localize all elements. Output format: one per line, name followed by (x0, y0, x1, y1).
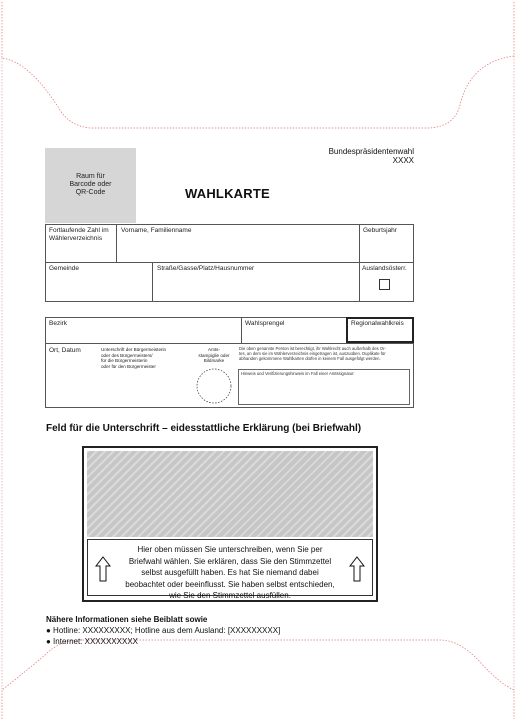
birth-year-label: Geburtsjahr (363, 227, 397, 234)
barcode-label: Raum für Barcode oder QR-Code (69, 173, 112, 196)
abroad-label: Auslandsösterr. (362, 265, 407, 272)
region-label: Regionalwahlkreis (351, 320, 404, 327)
election-name (300, 147, 414, 165)
election-year: XXXX (392, 156, 414, 165)
municipality-label: Gemeinde (49, 265, 79, 272)
election-title: Bundespräsidentenwahl (328, 147, 414, 156)
verification-label: Hinweis und Verifizierungshinweis im Fall einer Amtssignatur: (241, 371, 355, 376)
info-heading: Nähere Informationen siehe Beiblatt sowie (46, 615, 208, 624)
district-label: Bezirk (49, 320, 68, 327)
stamp-label: Amts- stampiglie oder Bildmarke (198, 347, 230, 364)
signature-field[interactable] (82, 446, 378, 602)
envelope-top-flap (2, 2, 514, 128)
signature-heading: Feld für die Unterschrift – eidesstattliche Erklärung (bei Briefwahl) (46, 423, 362, 434)
instruction-box (87, 539, 373, 600)
street-label: Straße/Gasse/Platz/Hausnummer (157, 265, 255, 272)
abroad-checkbox[interactable] (379, 279, 390, 290)
envelope-bottom-flap (2, 640, 514, 719)
arrow-up-icon-right (349, 556, 365, 582)
notice-text: Die oben genannte Person ist berechtigt, ihr Wahlrecht auch außerhalb des Or- tes, an dem sie im Wählerverzeichnis eingetragen ist, auszuüben. Duplikate für abhanden gekommene Wahlkarten dürfen in keinem Fall ausgefolgt werden. (239, 346, 386, 361)
instruction-text: Hier oben müssen Sie unterschreiben, wenn Sie per Briefwahl wählen. Sie erklären, dass Sie den Stimmzettel selbst ausgefüllt haben. Es hat Sie niemand dabei beobachtet oder beeinflusst. Sie haben selbst entschieden, wie Sie den Stimmzettel ausfüllen. (125, 545, 335, 600)
signature-area[interactable] (87, 451, 373, 537)
info-internet: ● Internet: XXXXXXXXXX (46, 637, 138, 646)
info-hotline: ● Hotline: XXXXXXXXX; Hotline aus dem Ausland: [XXXXXXXXX] (46, 626, 281, 635)
document-title: WAHLKARTE (185, 186, 270, 201)
barcode-placeholder (45, 148, 136, 223)
precinct-label: Wahlsprengel (245, 320, 285, 327)
name-label: Vorname, Familienname (121, 227, 192, 234)
arrow-up-icon-left (95, 556, 111, 582)
serial-number-label: Fortlaufende Zahl im Wählerverzeichnis (49, 227, 109, 242)
stamp-circle (195, 367, 233, 405)
mayor-signature-label: Unterschrift der Bürgermeisterin oder des Bürgermeisters/ für die Bürgermeisterin oder für den Bürgermeister (101, 347, 167, 369)
place-date-label: Ort, Datum (49, 347, 81, 354)
